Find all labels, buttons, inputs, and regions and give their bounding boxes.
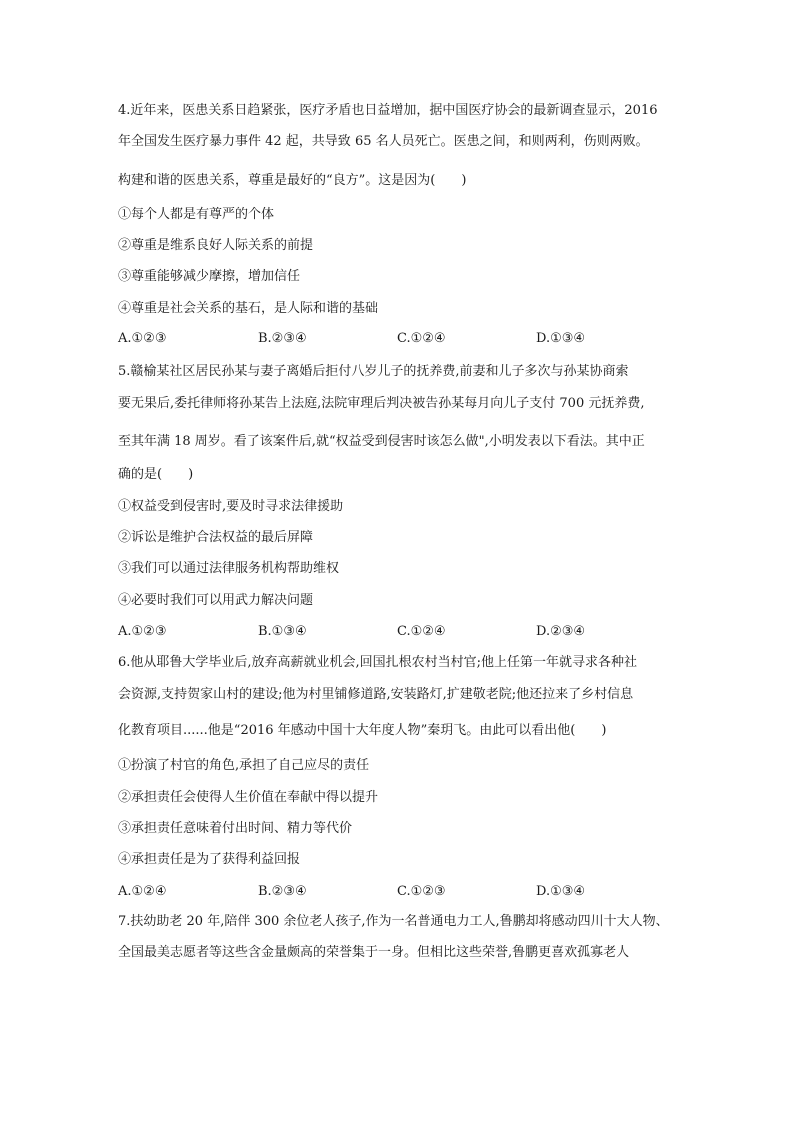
option-d: D.②③④ bbox=[536, 624, 586, 639]
question-4-item-1: ①每个人都是有尊严的个体 bbox=[118, 207, 275, 222]
option-d: D.①③④ bbox=[536, 331, 586, 346]
option-b: B.①③④ bbox=[258, 624, 307, 639]
option-a: A.①②③ bbox=[118, 624, 167, 639]
option-d: D.①③④ bbox=[536, 884, 586, 899]
question-6-stem-line-3: 化教育项目......他是“2016 年感动中国十大年度人物”秦玥飞。由此可以看出他( ) bbox=[118, 723, 607, 738]
question-5-stem-line-2: 要无果后,委托律师将孙某告上法庭,法院审理后判决被告孙某每月向儿子支付 700 元抚养费, bbox=[118, 396, 645, 411]
question-6-item-4: ④承担责任是为了获得利益回报 bbox=[118, 852, 301, 867]
question-4-stem-line-1: 4.近年来，医患关系日趋紧张，医疗矛盾也日益增加，据中国医疗协会的最新调查显示，2016 bbox=[118, 103, 658, 118]
question-6-item-3: ③承担责任意味着付出时间、精力等代价 bbox=[118, 821, 353, 836]
question-4-stem-line-2: 年全国发生医疗暴力事件 42 起，共导致 65 名人员死亡。医患之间，和则两利，伤则两败。 bbox=[118, 134, 649, 149]
question-4-options bbox=[118, 331, 698, 347]
option-b: B.②③④ bbox=[258, 884, 307, 899]
question-7-stem-line-1: 7.扶幼助老 20 年,陪伴 300 余位老人孩子,作为一名普通电力工人,鲁鹏却将感动四川十大人物、 bbox=[118, 914, 669, 929]
option-c: C.①②④ bbox=[397, 331, 446, 346]
question-7-stem-line-2: 全国最美志愿者等这些含金量颇高的荣誉集于一身。但相比这些荣誉,鲁鹏更喜欢孤寡老人 bbox=[118, 945, 630, 960]
question-6-stem-line-2: 会资源,支持贺家山村的建设;他为村里铺修道路,安装路灯,扩建敬老院;他还拉来了乡村信息 bbox=[118, 687, 634, 702]
question-5-item-3: ③我们可以通过法律服务机构帮助维权 bbox=[118, 561, 340, 576]
question-5-item-1: ①权益受到侵害时,要及时寻求法律援助 bbox=[118, 499, 344, 514]
option-a: A.①②④ bbox=[118, 884, 167, 899]
question-6-options bbox=[118, 884, 698, 900]
question-4-stem-line-3: 构建和谐的医患关系，尊重是最好的“良方”。这是因为( ) bbox=[118, 173, 467, 188]
question-5-stem-line-3: 至其年满 18 周岁。看了该案件后,就“权益受到侵害时该怎么做",小明发表以下看法。其中正 bbox=[118, 434, 645, 449]
option-b: B.②③④ bbox=[258, 331, 307, 346]
option-c: C.①②③ bbox=[397, 884, 446, 899]
question-5-item-2: ②诉讼是维护合法权益的最后屏障 bbox=[118, 530, 314, 545]
question-5-options bbox=[118, 624, 698, 640]
question-6-stem-line-1: 6.他从耶鲁大学毕业后,放弃高薪就业机会,回国扎根农村当村官;他上任第一年就寻求各种社 bbox=[118, 655, 638, 670]
question-6-item-1: ①扮演了村官的角色,承担了自己应尽的责任 bbox=[118, 758, 370, 773]
question-5-item-4: ④必要时我们可以用武力解决问题 bbox=[118, 593, 314, 608]
option-c: C.①②④ bbox=[397, 624, 446, 639]
question-6-item-2: ②承担责任会使得人生价值在奉献中得以提升 bbox=[118, 790, 379, 805]
question-5-stem-line-1: 5.赣榆某社区居民孙某与妻子离婚后拒付八岁儿子的抚养费,前妻和儿子多次与孙某协商索 bbox=[118, 364, 629, 379]
question-4-item-2: ②尊重是维系良好人际关系的前提 bbox=[118, 238, 314, 253]
question-5-stem-line-4: 确的是( ) bbox=[118, 467, 194, 482]
question-4-item-4: ④尊重是社会关系的基石，是人际和谐的基础 bbox=[118, 301, 379, 316]
document-page bbox=[118, 0, 698, 1123]
question-4-item-3: ③尊重能够减少摩擦，增加信任 bbox=[118, 269, 301, 284]
option-a: A.①②③ bbox=[118, 331, 167, 346]
